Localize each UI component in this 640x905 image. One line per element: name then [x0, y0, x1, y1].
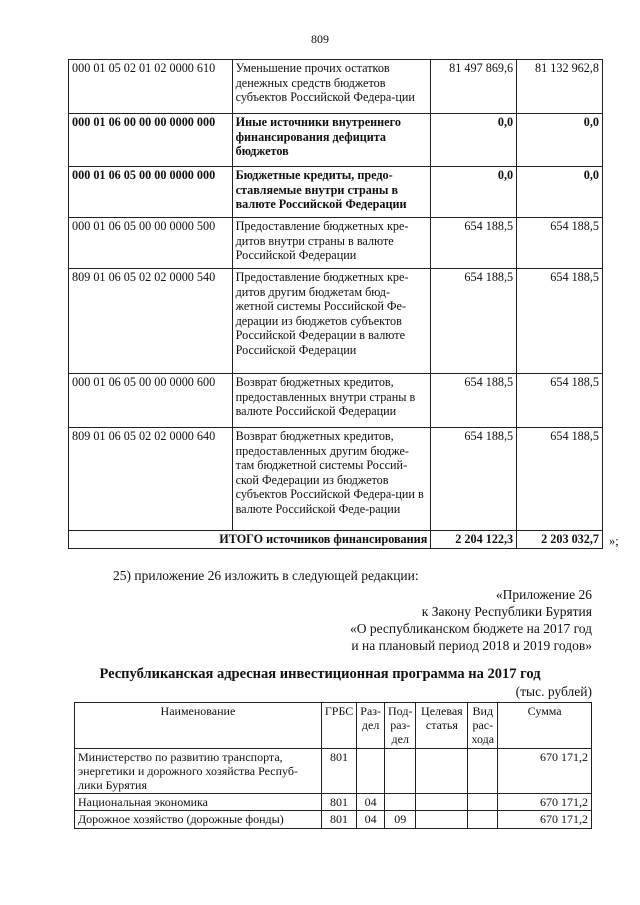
appendix-line: «Приложение 26: [495, 587, 592, 602]
table-row: [69, 428, 603, 531]
program-title: Республиканская адресная инвестиционная программа на 2017 год: [99, 666, 541, 682]
row-code: 000 01 06 05 00 00 0000 000: [69, 167, 233, 218]
row-razdel: [357, 748, 385, 794]
row-grbs: 801: [321, 794, 356, 811]
amendment-text: 25) приложение 26 изложить в следующей редакции:: [113, 568, 419, 583]
table-row: [69, 167, 603, 218]
appendix-line: «О республиканском бюджете на 2017 год: [349, 621, 592, 636]
row-value-2017: 654 188,5: [431, 428, 517, 531]
row-value-2017: 654 188,5: [431, 374, 517, 428]
row-name: Иные источники внутреннего финансирования дефицита бюджетов: [232, 114, 431, 167]
row-code: 000 01 06 00 00 00 0000 000: [69, 114, 233, 167]
total-value-2017: 2 204 122,3: [431, 531, 517, 549]
row-podrazdel: [385, 748, 416, 794]
table-row: [75, 748, 592, 794]
header-target: Целевая статья: [416, 703, 468, 749]
header-razdel: Раз-дел: [357, 703, 385, 749]
row-value-2017: 0,0: [431, 114, 517, 167]
table-row: [69, 374, 603, 428]
row-value-2018: 81 132 962,8: [517, 60, 603, 114]
row-name: Министерство по развитию транспорта, энергетики и дорожного хозяйства Респуб-лики Бурятия: [75, 748, 322, 794]
row-vid: [468, 748, 498, 794]
row-value-2018: 0,0: [517, 114, 603, 167]
row-name: Возврат бюджетных кредитов, предоставленных другим бюдже-там бюджетной системы Россий-ской Федерации из бюджетов субъектов Российской Федера-ции в валюте Российской Феде-рации: [232, 428, 431, 531]
header-sum: Сумма: [498, 703, 592, 749]
total-label: ИТОГО источников финансирования: [69, 531, 431, 549]
row-target: [416, 748, 468, 794]
row-sum: 670 171,2: [498, 794, 592, 811]
table-row: [75, 811, 592, 828]
appendix-line: к Закону Республики Бурятия: [421, 604, 592, 619]
row-code: 000 01 06 05 00 00 0000 600: [69, 374, 233, 428]
row-value-2018: 654 188,5: [517, 269, 603, 374]
appendix-header: [350, 586, 592, 654]
units-label: (тыс. рублей): [515, 684, 592, 699]
row-code: 809 01 06 05 02 02 0000 540: [69, 269, 233, 374]
total-row: [69, 531, 603, 549]
row-target: [416, 811, 468, 828]
table-row: [69, 114, 603, 167]
sources-table: [68, 59, 603, 549]
row-vid: [468, 794, 498, 811]
row-vid: [468, 811, 498, 828]
row-name: Национальная экономика: [75, 794, 322, 811]
row-name: Возврат бюджетных кредитов, предоставленных внутри страны в валюте Российской Федерации: [232, 374, 431, 428]
header-vid: Вид рас-хода: [468, 703, 498, 749]
row-code: 000 01 06 05 00 00 0000 500: [69, 218, 233, 269]
closing-quote-mark: »;: [609, 534, 619, 548]
row-value-2018: 654 188,5: [517, 218, 603, 269]
header-podrazdel: Под-раз-дел: [385, 703, 416, 749]
program-table: [74, 702, 592, 829]
row-name: Уменьшение прочих остатков денежных средств бюджетов субъектов Российской Федера-ции: [232, 60, 431, 114]
page-number: 809: [311, 32, 329, 46]
row-target: [416, 794, 468, 811]
row-value-2017: 0,0: [431, 167, 517, 218]
header-name: Наименование: [75, 703, 322, 749]
header-row: [75, 703, 592, 749]
total-value-2018: 2 203 032,7: [517, 531, 603, 549]
row-name: Бюджетные кредиты, предо-ставляемые внутри страны в валюте Российской Федерации: [232, 167, 431, 218]
appendix-line: и на плановый период 2018 и 2019 годов»: [351, 638, 592, 653]
row-value-2018: 0,0: [517, 167, 603, 218]
row-razdel: 04: [357, 811, 385, 828]
row-name: Дорожное хозяйство (дорожные фонды): [75, 811, 322, 828]
row-name: Предоставление бюджетных кре-дитов другим бюджетам бюд-жетной системы Российской Фе-дерации из бюджетов субъектов Российской Федерации в валюте Российской Федерации: [232, 269, 431, 374]
row-value-2017: 654 188,5: [431, 269, 517, 374]
header-grbs: ГРБС: [321, 703, 356, 749]
row-podrazdel: [385, 794, 416, 811]
table-row: [69, 60, 603, 114]
row-code: 000 01 05 02 01 02 0000 610: [69, 60, 233, 114]
table-row: [69, 218, 603, 269]
row-value-2017: 81 497 869,6: [431, 60, 517, 114]
row-podrazdel: 09: [385, 811, 416, 828]
row-name: Предоставление бюджетных кре-дитов внутри страны в валюте Российской Федерации: [232, 218, 431, 269]
row-sum: 670 171,2: [498, 811, 592, 828]
row-grbs: 801: [321, 811, 356, 828]
row-value-2018: 654 188,5: [517, 428, 603, 531]
table-row: [75, 794, 592, 811]
row-value-2018: 654 188,5: [517, 374, 603, 428]
table-row: [69, 269, 603, 374]
row-value-2017: 654 188,5: [431, 218, 517, 269]
row-sum: 670 171,2: [498, 748, 592, 794]
row-grbs: 801: [321, 748, 356, 794]
row-code: 809 01 06 05 02 02 0000 640: [69, 428, 233, 531]
row-razdel: 04: [357, 794, 385, 811]
